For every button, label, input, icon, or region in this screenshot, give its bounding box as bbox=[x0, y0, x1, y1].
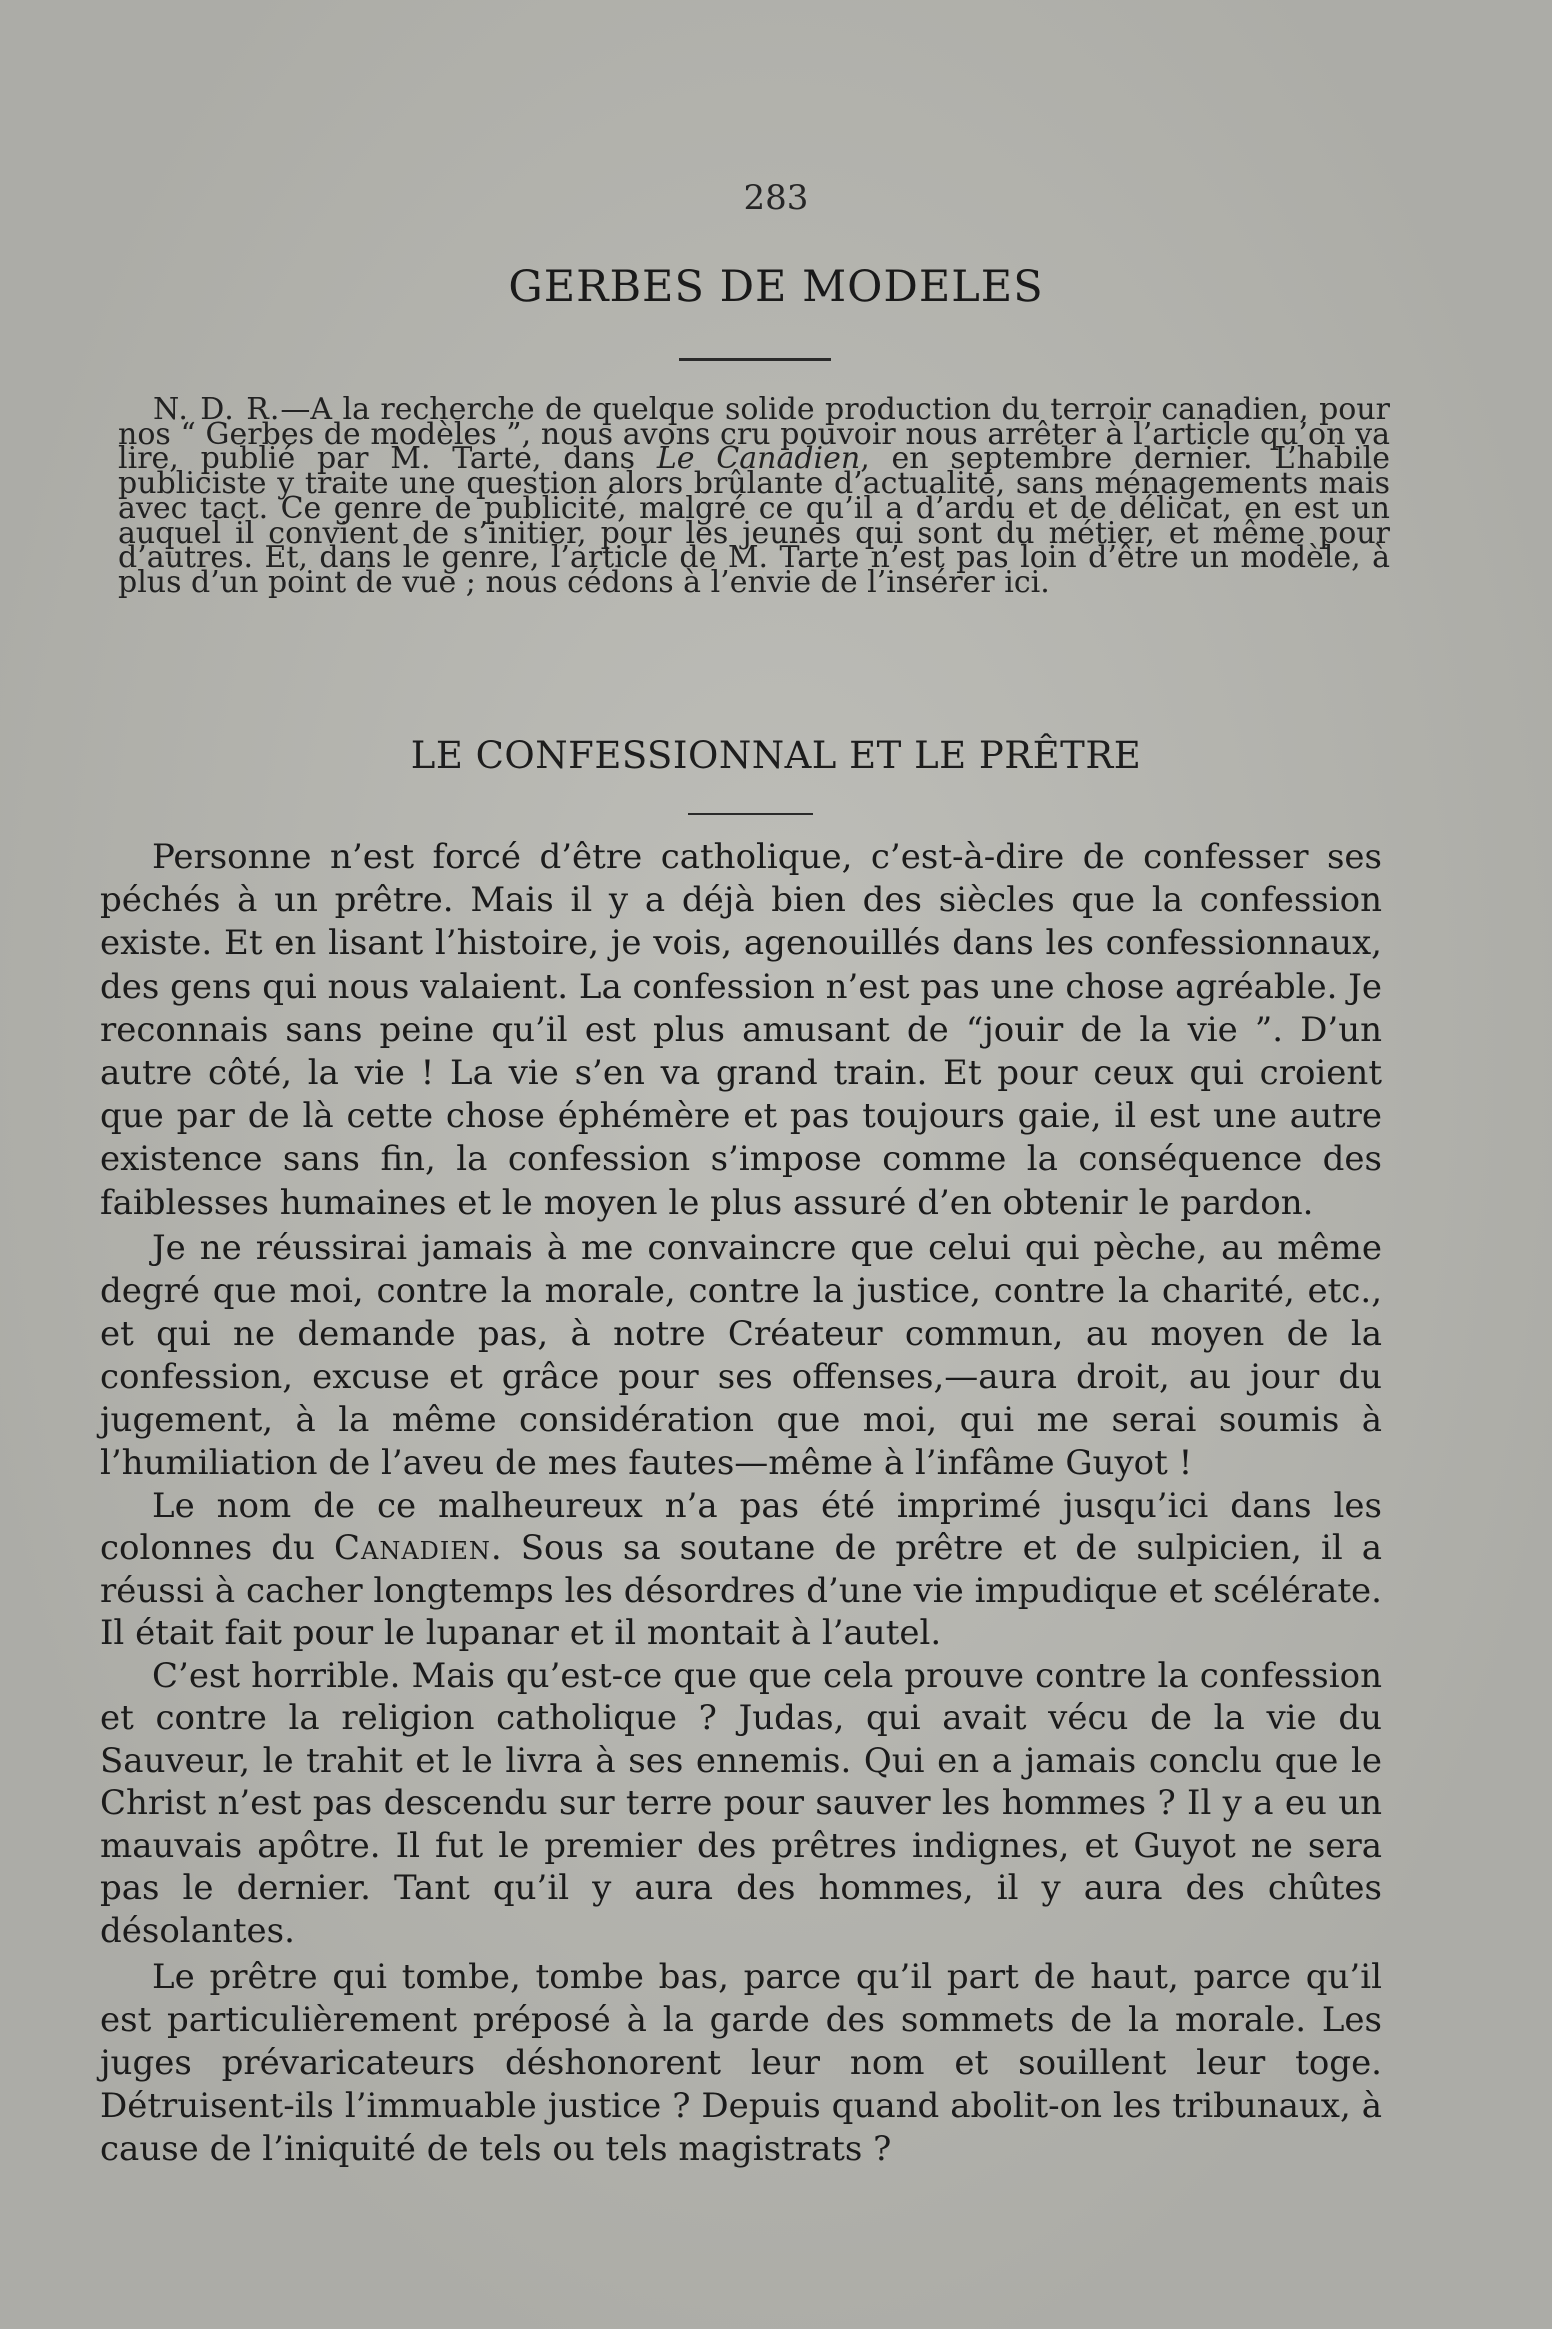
main-title: GERBES DE MODELES bbox=[508, 262, 1044, 312]
section-divider bbox=[688, 813, 813, 815]
editor-note-prefix: N. D. R. bbox=[153, 392, 281, 427]
article-body bbox=[100, 836, 1382, 2171]
editor-note-source: Le Canadien bbox=[656, 441, 861, 477]
title-divider bbox=[679, 358, 831, 361]
article-paragraph: C’est horrible. Mais qu’est-ce que que cela prouve contre la confession et contre la religion catholique ? Judas, qui avait vécu de la vie du Sauveur, le trahit et le livra à ses ennemis. Qui en a jamais conclu que le Christ n’est pas descendu sur terre pour sauver les hommes ? Il y a eu un mauvais apôtre. Il fut le premier des prêtres indignes, et Guyot ne sera pas le dernier. Tant qu’il y aura des hommes, il y aura des chûtes désolantes. bbox=[100, 1655, 1382, 1951]
article-paragraph: Personne n’est forcé d’être catholique, c’est-à-dire de confesser ses péchés à un prêtre. Mais il y a déjà bien des siècles que la confession existe. Et en lisant l’histoire, je vois, agenouillés dans les confessionnaux, des gens qui nous valaient. La confession n’est pas une chose agréable. Je reconnais sans peine qu’il est plus amusant de “jouir de la vie ”. D’un autre côté, la vie ! La vie s’en va grand train. Et pour ceux qui croient que par de là cette chose éphémère et pas toujours gaie, il est une autre existence sans fin, la confession s’impose comme la conséquence des faiblesses humaines et le moyen le plus assuré d’en obtenir le pardon. bbox=[100, 837, 1382, 1223]
paragraph-text-start: Le nom de ce malheureux n’a pas été imprimé jusqu’ici dans les colonnes du bbox=[100, 1485, 1382, 1569]
newspaper-name: Canadien bbox=[333, 1528, 491, 1569]
section-title: LE CONFESSIONNAL ET LE PRÊTRE bbox=[410, 734, 1142, 777]
article-paragraph: Le prêtre qui tombe, tombe bas, parce qu’il part de haut, parce qu’il est particulièrement préposé à la garde des sommets de la morale. Les juges prévaricateurs déshonorent leur nom et souillent leur toge. Détruisent-ils l’immuable justice ? Depuis quand abolit-on les tribunaux, à cause de l’iniquité de tels ou tels magistrats ? bbox=[100, 1957, 1382, 2170]
page-number: 283 bbox=[743, 178, 809, 218]
editor-note-text-start: —A la recherche de quelque solide production du terroir canadien, pour nos “ Gerbes de modèles ”, nous avons cru pouvoir nous arrêter à l’article qu’on va lire, publié par M. Tarte, dans bbox=[118, 392, 1390, 477]
editor-note bbox=[118, 392, 1390, 600]
article-paragraph bbox=[100, 1485, 1382, 1655]
editor-note-text-end: , en septembre dernier. L’habile publiciste y traite une question alors brûlante d’actualité, sans ménagements mais avec tact. Ce genre de publicité, malgré ce qu’il a d’ardu et de délicat, en est un auquel il convient de s’initier, pour les jeunes qui sont du métier, et même pour d’autres. Et, dans le genre, l’article de M. Tarte n’est pas loin d’être un modèle, à plus d’un point de vue ; nous cédons à l’envie de l’insérer ici. bbox=[118, 441, 1390, 600]
paragraph-text-end: . Sous sa soutane de prêtre et de sulpicien, il a réussi à cacher longtemps les désordres d’une vie impudique et scélérate. Il était fait pour le lupanar et il montait à l’autel. bbox=[100, 1528, 1383, 1654]
article-paragraph: Je ne réussirai jamais à me convaincre que celui qui pèche, au même degré que moi, contre la morale, contre la justice, contre la charité, etc., et qui ne demande pas, à notre Créateur commun, au moyen de la confession, excuse et grâce pour ses offenses,—aura droit, au jour du jugement, à la même considération que moi, qui me serai soumis à l’humiliation de l’aveu de mes fautes—même à l’infâme Guyot ! bbox=[100, 1227, 1382, 1483]
